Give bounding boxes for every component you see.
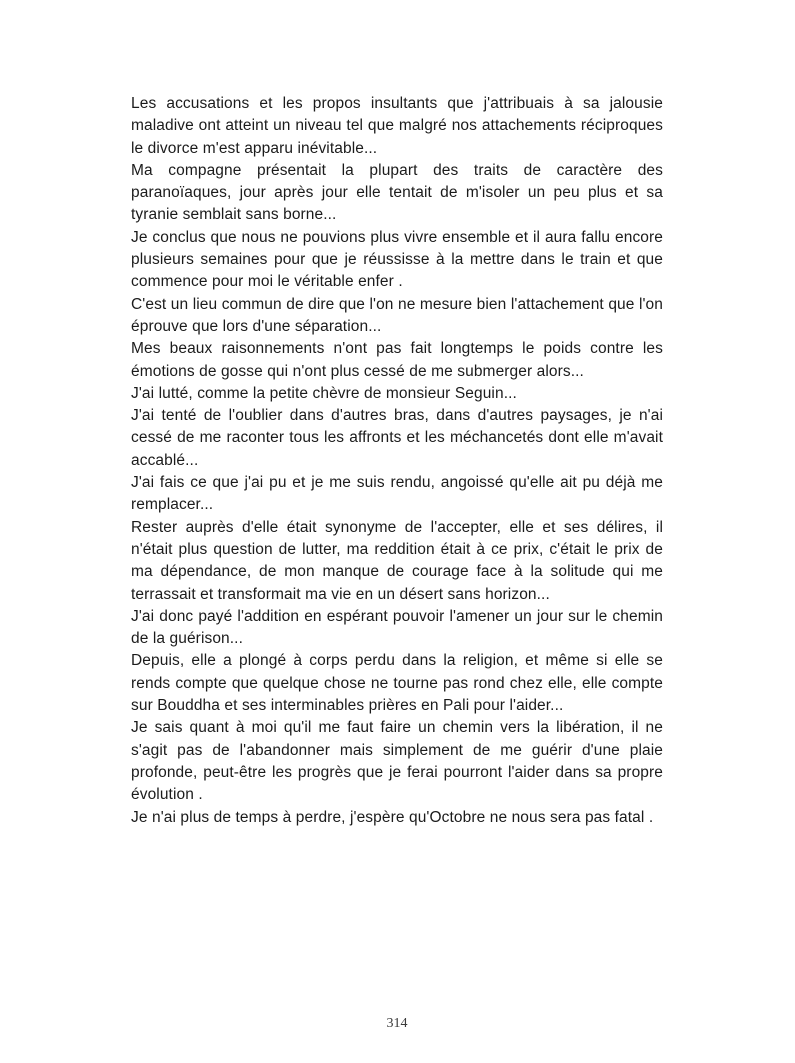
paragraph: Les accusations et les propos insultants que j'attribuais à sa jalousie maladive ont atteint un niveau tel que malgré nos attachements réciproques le divorce m'est apparu inévitable... <box>131 95 663 157</box>
paragraph: J'ai donc payé l'addition en espérant pouvoir l'amener un jour sur le chemin de la guérison... <box>131 607 663 648</box>
body-text <box>131 93 663 829</box>
paragraph: J'ai tenté de l'oublier dans d'autres bras, dans d'autres paysages, je n'ai cessé de me raconter tous les affronts et les méchancetés dont elle m'avait accablé... <box>131 407 663 469</box>
paragraph: C'est un lieu commun de dire que l'on ne mesure bien l'attachement que l'on éprouve que lors d'une séparation... <box>131 295 663 335</box>
paragraph: Ma compagne présentait la plupart des traits de caractère des paranoïaques, jour après jour elle tentait de m'isoler un peu plus et sa tyranie semblait sans borne... <box>131 161 663 224</box>
paragraph: Je n'ai plus de temps à perdre, j'espère qu'Octobre ne nous sera pas fatal . <box>131 808 654 826</box>
paragraph: Depuis, elle a plongé à corps perdu dans la religion, et même si elle se rends compte que quelque chose ne tourne pas rond chez elle, elle compte sur Bouddha et ses interminables prières en Pali pour l'aider... <box>131 652 663 715</box>
paragraph: J'ai lutté, comme la petite chèvre de monsieur Seguin... <box>131 384 517 402</box>
paragraph: Je conclus que nous ne pouvions plus vivre ensemble et il aura fallu encore plusieurs semaines pour que je réussisse à la mettre dans le train et que commence pour moi le véritable enfer . <box>131 228 663 291</box>
page-number: 314 <box>386 1016 408 1031</box>
paragraph: J'ai fais ce que j'ai pu et je me suis rendu, angoissé qu'elle ait pu déjà me remplacer... <box>131 474 663 514</box>
paragraph: Mes beaux raisonnements n'ont pas fait longtemps le poids contre les émotions de gosse qui n'ont plus cessé de me submerger alors... <box>131 340 663 380</box>
paragraph: Rester auprès d'elle était synonyme de l'accepter, elle et ses délires, il n'était plus question de lutter, ma reddition était à ce prix, c'était le prix de ma dépendance, de mon manque de courage face à la solitude qui me terrassait et transformait ma vie en un désert sans horizon... <box>131 518 663 603</box>
paragraph: Je sais quant à moi qu'il me faut faire un chemin vers la libération, il ne s'agit pas de l'abandonner mais simplement de me guérir d'une plaie profonde, peut-être les progrès que je ferai pourront l'aider dans sa propre évolution . <box>131 719 663 804</box>
